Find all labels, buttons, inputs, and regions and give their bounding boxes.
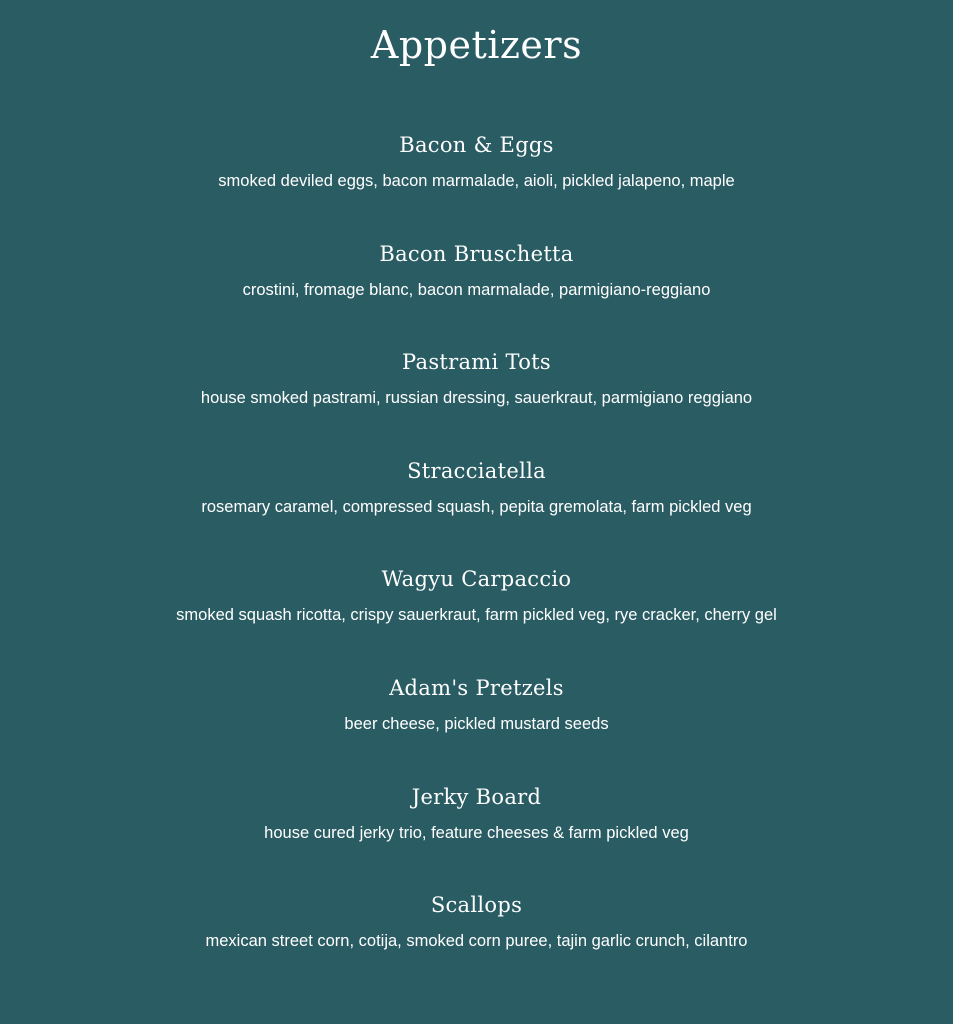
item-name: Adam's Pretzels	[389, 676, 564, 700]
item-name: Bacon & Eggs	[399, 133, 554, 157]
item-name: Scallops	[430, 893, 523, 917]
menu-item	[0, 890, 953, 952]
item-description: smoked deviled eggs, bacon marmalade, aioli, pickled jalapeno, maple	[218, 172, 735, 190]
item-name: Bacon Bruschetta	[379, 242, 574, 266]
item-description: crostini, fromage blanc, bacon marmalade, parmigiano-reggiano	[242, 281, 711, 299]
menu-item	[0, 564, 953, 626]
item-name: Jerky Board	[411, 785, 542, 809]
item-description: smoked squash ricotta, crispy sauerkraut, farm pickled veg, rye cracker, cherry gel	[176, 606, 777, 624]
menu-item	[0, 347, 953, 409]
menu-item	[0, 130, 953, 192]
item-name: Pastrami Tots	[402, 350, 551, 374]
item-name: Wagyu Carpaccio	[381, 567, 572, 591]
menu-item	[0, 782, 953, 844]
item-name: Stracciatella	[407, 459, 546, 483]
menu-item	[0, 673, 953, 735]
menu-item	[0, 456, 953, 518]
item-description: house cured jerky trio, feature cheeses & farm pickled veg	[264, 824, 689, 842]
item-description: house smoked pastrami, russian dressing, sauerkraut, parmigiano reggiano	[200, 389, 753, 407]
menu-item	[0, 239, 953, 301]
item-description: mexican street corn, cotija, smoked corn puree, tajin garlic crunch, cilantro	[205, 932, 748, 950]
item-description: beer cheese, pickled mustard seeds	[344, 715, 609, 733]
menu-title: Appetizers	[370, 23, 583, 67]
item-description: rosemary caramel, compressed squash, pepita gremolata, farm pickled veg	[201, 498, 752, 516]
